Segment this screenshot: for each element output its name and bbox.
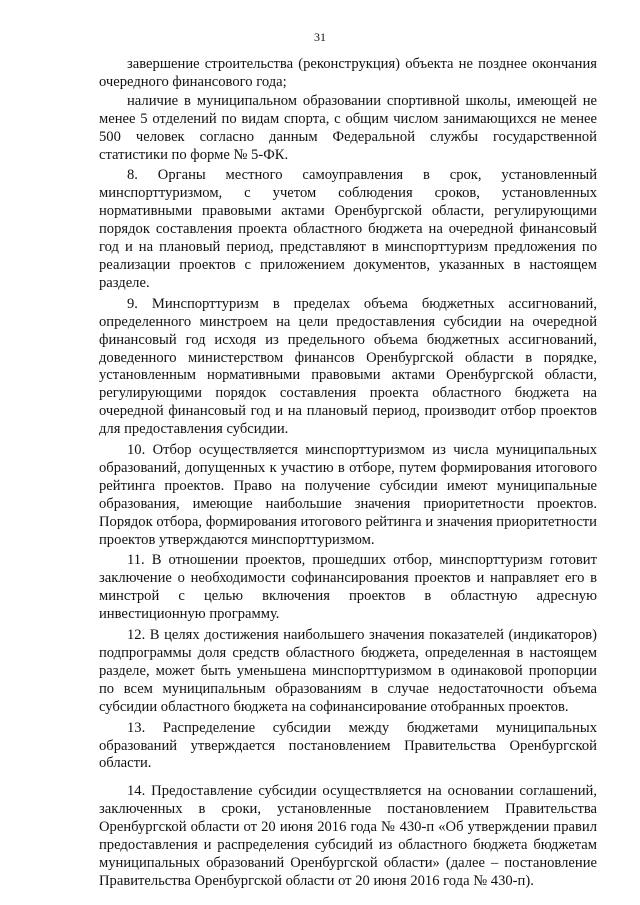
paragraph-12: 12. В целях достижения наибольшего значения показателей (индикаторов) подпрограммы доля средств областного бюджета, определенная в настоящем разделе, может быть уменьшена минспорттуризмом в одинаковой пропорции по всем муниципальным образованиям в случае недостаточности объема субсидии областного бюджета на софинансирование отобранных проектов. <box>99 627 597 715</box>
paragraph-8: 8. Органы местного самоуправления в срок, установленный минспорттуризмом, с учетом соблюдения сроков, установленных нормативными правовыми актами Оренбургской области, регулирующими порядок составления проекта областного бюджета на очередной финансовый год и на плановый период, представляют в минспорттуризм предложения по реализации проектов с приложением документов, указанных в настоящем разделе. <box>99 167 597 291</box>
paragraph-10: 10. Отбор осуществляется минспорттуризмом из числа муниципальных образований, допущенных к участию в отборе, путем формирования итогового рейтинга проектов. Право на получение субсидии имеют муниципальные образования, имеющие наибольшие значения приоритетности проектов. Порядок отбора, формирования итогового рейтинга и значения приоритетности проектов утверждаются минспорттуризмом. <box>99 442 597 548</box>
paragraph-14: 14. Предоставление субсидии осуществляется на основании соглашений, заключенных в сроки, установленные постановлением Правительства Оренбургской области от 20 июня 2016 года № 430-п «Об утверждении правил предоставления и распределения субсидий из областного бюджета бюджетам муниципальных образований Оренбургской области» (далее – постановление Правительства Оренбургской области от 20 июня 2016 года № 430-п). <box>99 783 597 889</box>
paragraph-11: 11. В отношении проектов, прошедших отбор, минспорттуризм готовит заключение о необходимости софинансирования проектов и направляет его в минстрой с целью включения проектов в областную адресную инвестиционную программу. <box>99 552 597 623</box>
paragraph-sport-school: наличие в муниципальном образовании спортивной школы, имеющей не менее 5 отделений по видам спорта, с общим числом занимающихся не менее 500 человек согласно данным Федеральной службы государственной статистики по форме № 5-ФК. <box>99 92 597 163</box>
page-number: 31 <box>314 30 326 44</box>
paragraph-9: 9. Минспорттуризм в пределах объема бюджетных ассигнований, определенного минстроем на цели предоставления субсидии на очередной финансовый год исходя из предельного объема бюджетных ассигнований, доведенного министерством финансов Оренбургской области в порядке, установленным нормативными правовыми актами Оренбургской области, регулирующими порядок составления проекта областного бюджета на очередной финансовый год и на плановый период, производит отбор проектов для предоставления субсидии. <box>99 295 597 438</box>
paragraph-13: 13. Распределение субсидии между бюджетами муниципальных образований утверждается постановлением Правительства Оренбургской области. <box>99 719 597 772</box>
document-body <box>99 56 597 891</box>
paragraph-construction-completion: завершение строительства (реконструкция) объекта не позднее окончания очередного финансового года; <box>99 56 597 90</box>
